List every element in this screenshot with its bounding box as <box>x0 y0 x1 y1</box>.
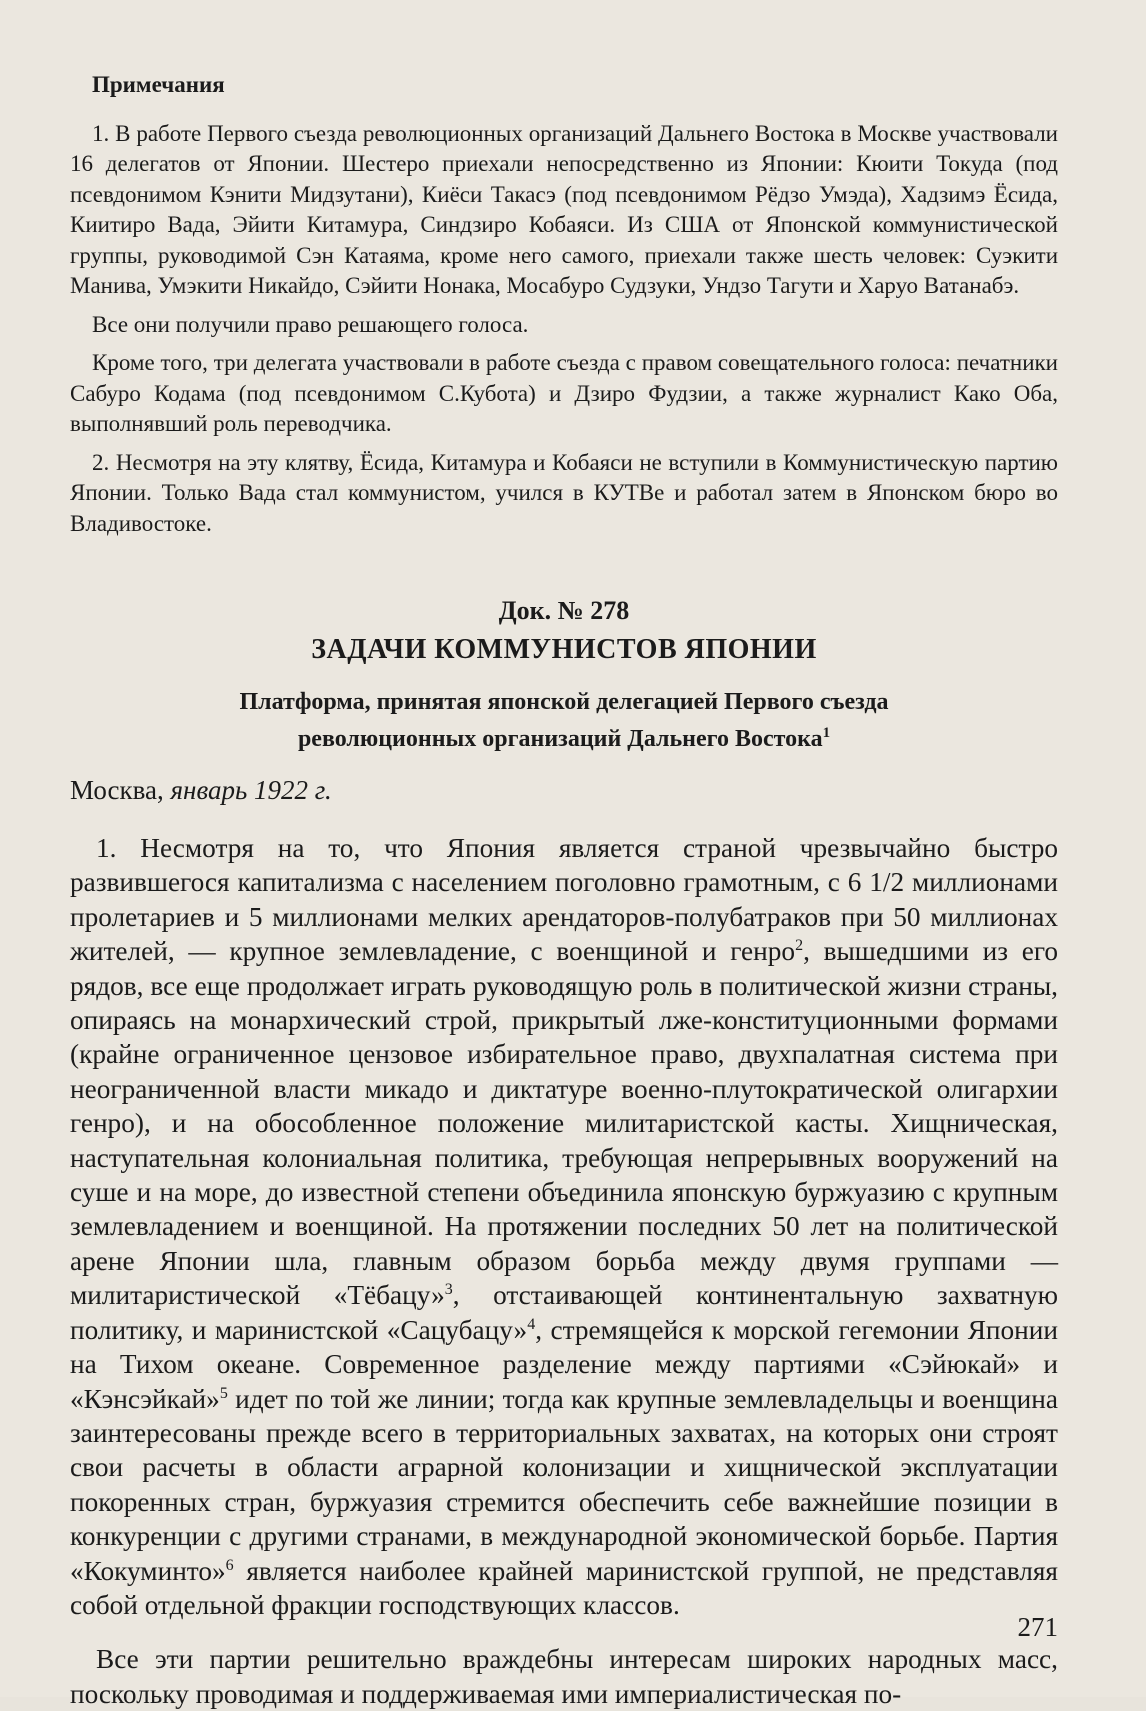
footnote-ref: 4 <box>527 1315 536 1333</box>
document-subtitle <box>70 687 1058 755</box>
subtitle-line-2: революционных организаций Дальнего Востока <box>297 726 823 752</box>
body-paragraph-2: Все эти партии решительно враждебны интересам широких народных масс, поскольку проводимая и поддерживаемая ими империалистическая по- <box>70 1644 1058 1709</box>
note-paragraph: 1. В работе Первого съезда революционных организаций Дальнего Востока в Москве участвовали 16 делегатов от Японии. Шестеро приехали непосредственно из Японии: Кюити Токуда (под псевдонимом Кэнити Мидзутани), Киёси Такасэ (под псевдонимом Рёдзо Умэда), Хадзимэ Ёсида, Киитиро Вада, Эйити Китамура, Синдзиро Кобаяси. Из США от Японской коммунистической группы, руководимой Сэн Катаяма, кроме него самого, приехали также шесть человек: Суэкити Манива, Умэкити Никайдо, Сэйити Нонака, Мосабуро Судзуки, Ундзо Тагути и Харуо Ватанабэ. <box>70 120 1058 298</box>
note-paragraph: Кроме того, три делегата участвовали в работе съезда с правом совещательного голоса: печатники Сабуро Кодама (под псевдонимом С.Кубота) и Дзиро Фудзии, а также журналист Како Оба, выполнявший роль переводчика. <box>70 350 1058 436</box>
footnote-ref: 5 <box>219 1384 228 1402</box>
place-date <box>70 773 1058 807</box>
document-number: Док. № 278 <box>498 596 630 625</box>
note-paragraph: 2. Несмотря на эту клятву, Ёсида, Китамура и Кобаяси не вступили в Коммунистическую партию Японии. Только Вада стал коммунистом, учился в КУТВе и работал затем в Японском бюро во Владивостоке. <box>70 449 1058 536</box>
page-number: 271 <box>1017 1612 1058 1642</box>
notes-title: Примечания <box>92 72 225 97</box>
document-header <box>70 595 1058 755</box>
date: январь 1922 г. <box>170 775 332 805</box>
place: Москва, <box>70 775 164 805</box>
note-paragraph: Все они получили право решающего голоса. <box>92 311 529 337</box>
footnote-ref: 1 <box>822 725 831 741</box>
footnote-ref: 3 <box>444 1281 453 1299</box>
subtitle-line-1: Платформа, принятая японской делегацией Первого съезда <box>239 689 889 715</box>
fraction: 1/2 <box>869 867 905 898</box>
footnote-ref: 2 <box>795 937 804 955</box>
footnote-ref: 6 <box>225 1556 234 1574</box>
document-title: ЗАДАЧИ КОММУНИСТОВ ЯПОНИИ <box>311 634 817 665</box>
document-body <box>70 831 1058 1711</box>
body-paragraph-1: 1. Несмотря на то, что Япония является страной чрезвычайно быстро развившегося капитализма с населением поголовно грамотным, с 6 1/2 миллионами пролетариев и 5 миллионами мелких арендаторов-полубатраков при 50 миллионах жителей, — крупное землевладение, с военщиной и генро$^2$, вышедшими из его рядов, все еще продолжает играть руководящую роль в политической жизни страны, опираясь на монархический строй, прикрытый лже-конституционными формами (крайне ограниченное цензовое избирательное право, двухпалатная система при неограниченной власти микадо и диктатуре военно-плутократической олигархии генро), и на обособленное положение милитаристской касты. Хищническая, наступательная колониальная политика, требующая непрерывных вооружений на суше и на море, до известной степени объединила японскую буржуазию с крупным землевладением и военщиной. На протяжении последних 50 лет на политической арене Японии шла, главным образом борьба между двумя группами — милитаристической «Тёбацу»$^3$, отстаивающей континентальную захватную политику, и маринистской «Сацубацу»$^4$, стремящейся к морской гегемонии Японии на Тихом океане. Современное разделение между партиями «Сэйюкай» и «Кэнсэйкай»$^5$ идет по той же линии; тогда как крупные землевладельцы и военщина заинтересованы прежде всего в территориальных захватах, на которых они строят свои расчеты в области аграрной колонизации и хищнической эксплуатации покоренных стран, буржуазия стремится обеспечить себе важнейшие позиции в конкуренции с другими странами, в международной экономической борьбе. Партия «Кокуминто»$^6$ является наиболее крайней маринистской группой, не представляя собой отдельной фракции господствующих классов. <box>70 833 1058 1620</box>
notes-section <box>70 70 1058 539</box>
